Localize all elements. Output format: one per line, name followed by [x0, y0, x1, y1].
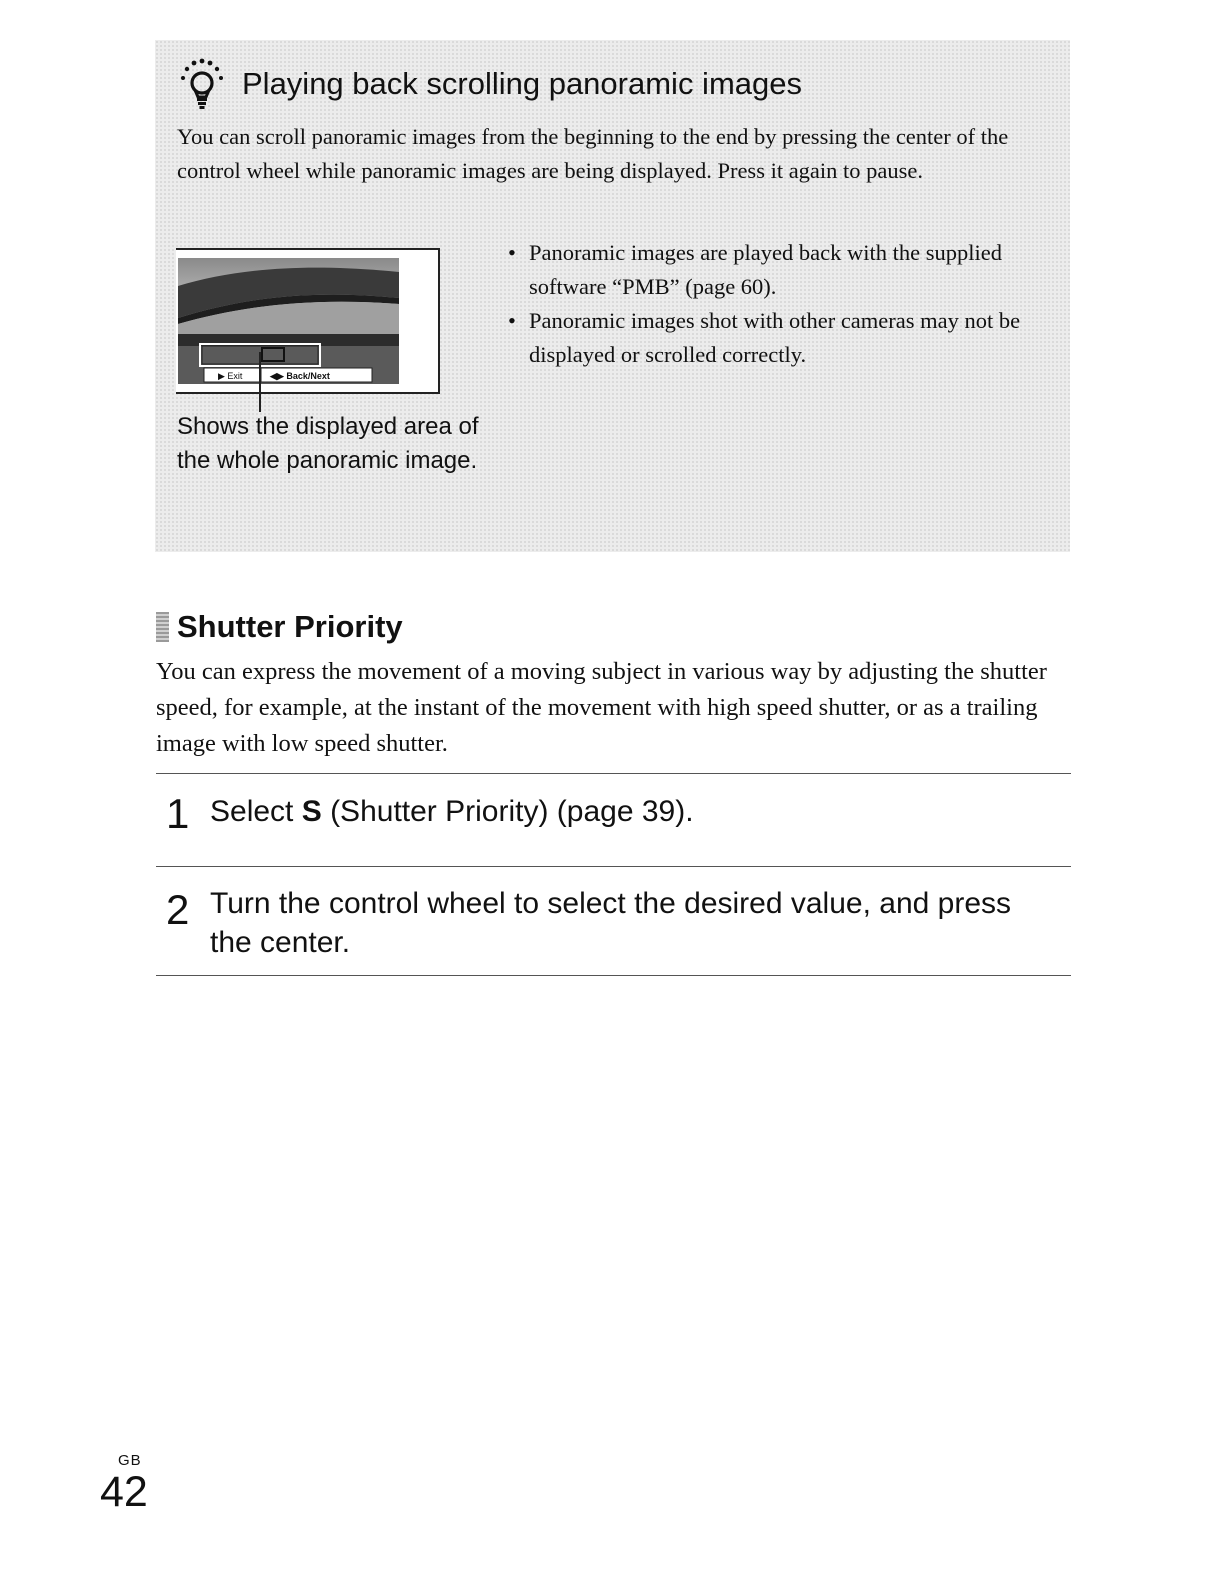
- page-number: 42: [100, 1468, 148, 1516]
- divider: [156, 773, 1071, 774]
- bullet-text: Panoramic images shot with other cameras may not be displayed or scrolled correctly.: [529, 308, 1021, 367]
- section-heading: [156, 606, 403, 648]
- lightbulb-hint-icon: [176, 56, 228, 112]
- panorama-screen-illustration: [178, 258, 399, 384]
- divider: [156, 866, 1071, 867]
- bullet-text: Panoramic images are played back with the supplied software “PMB” (page 60).: [529, 240, 1002, 299]
- section-body-text: You can express the movement of a moving subject in various way by adjusting the shutter speed, for example, at the instant of the movement with high speed shutter, or as a trailing image with low speed shutter.: [156, 658, 1047, 757]
- step-number: 2: [166, 886, 190, 933]
- step-number: 1: [166, 790, 190, 837]
- callout-line: [259, 352, 261, 412]
- step-text-part: (Shutter Priority) (page 39).: [321, 795, 694, 828]
- step-1: [166, 792, 1046, 836]
- step-text-part: Select: [210, 795, 302, 828]
- callout-text: Shows the displayed area of the whole panoramic image.: [177, 413, 479, 474]
- screen-exit-label: ▶ Exit: [218, 371, 243, 381]
- divider: [156, 975, 1071, 976]
- tip-bullet-list: [508, 236, 1053, 372]
- tip-body-text: You can scroll panoramic images from the beginning to the end by pressing the center of the control wheel while panoramic images are being displayed. Press it again to pause.: [177, 124, 1009, 183]
- step-text: [210, 792, 1050, 831]
- section-marker-icon: [156, 612, 169, 642]
- tip-title: Playing back scrolling panoramic images: [242, 66, 802, 101]
- step-text: Turn the control wheel to select the desired value, and press the center.: [210, 887, 1012, 959]
- bullet-icon: •: [508, 240, 516, 265]
- tip-heading: [176, 56, 802, 112]
- region-label: GB: [118, 1452, 142, 1469]
- mode-letter: S: [301, 795, 322, 828]
- section-title: Shutter Priority: [177, 609, 403, 644]
- list-item: [508, 236, 1053, 304]
- step-2: [166, 884, 1046, 964]
- bullet-icon: •: [508, 308, 516, 333]
- list-item: [508, 304, 1053, 372]
- screen-back-next-label: ◀▶ Back/Next: [270, 371, 330, 381]
